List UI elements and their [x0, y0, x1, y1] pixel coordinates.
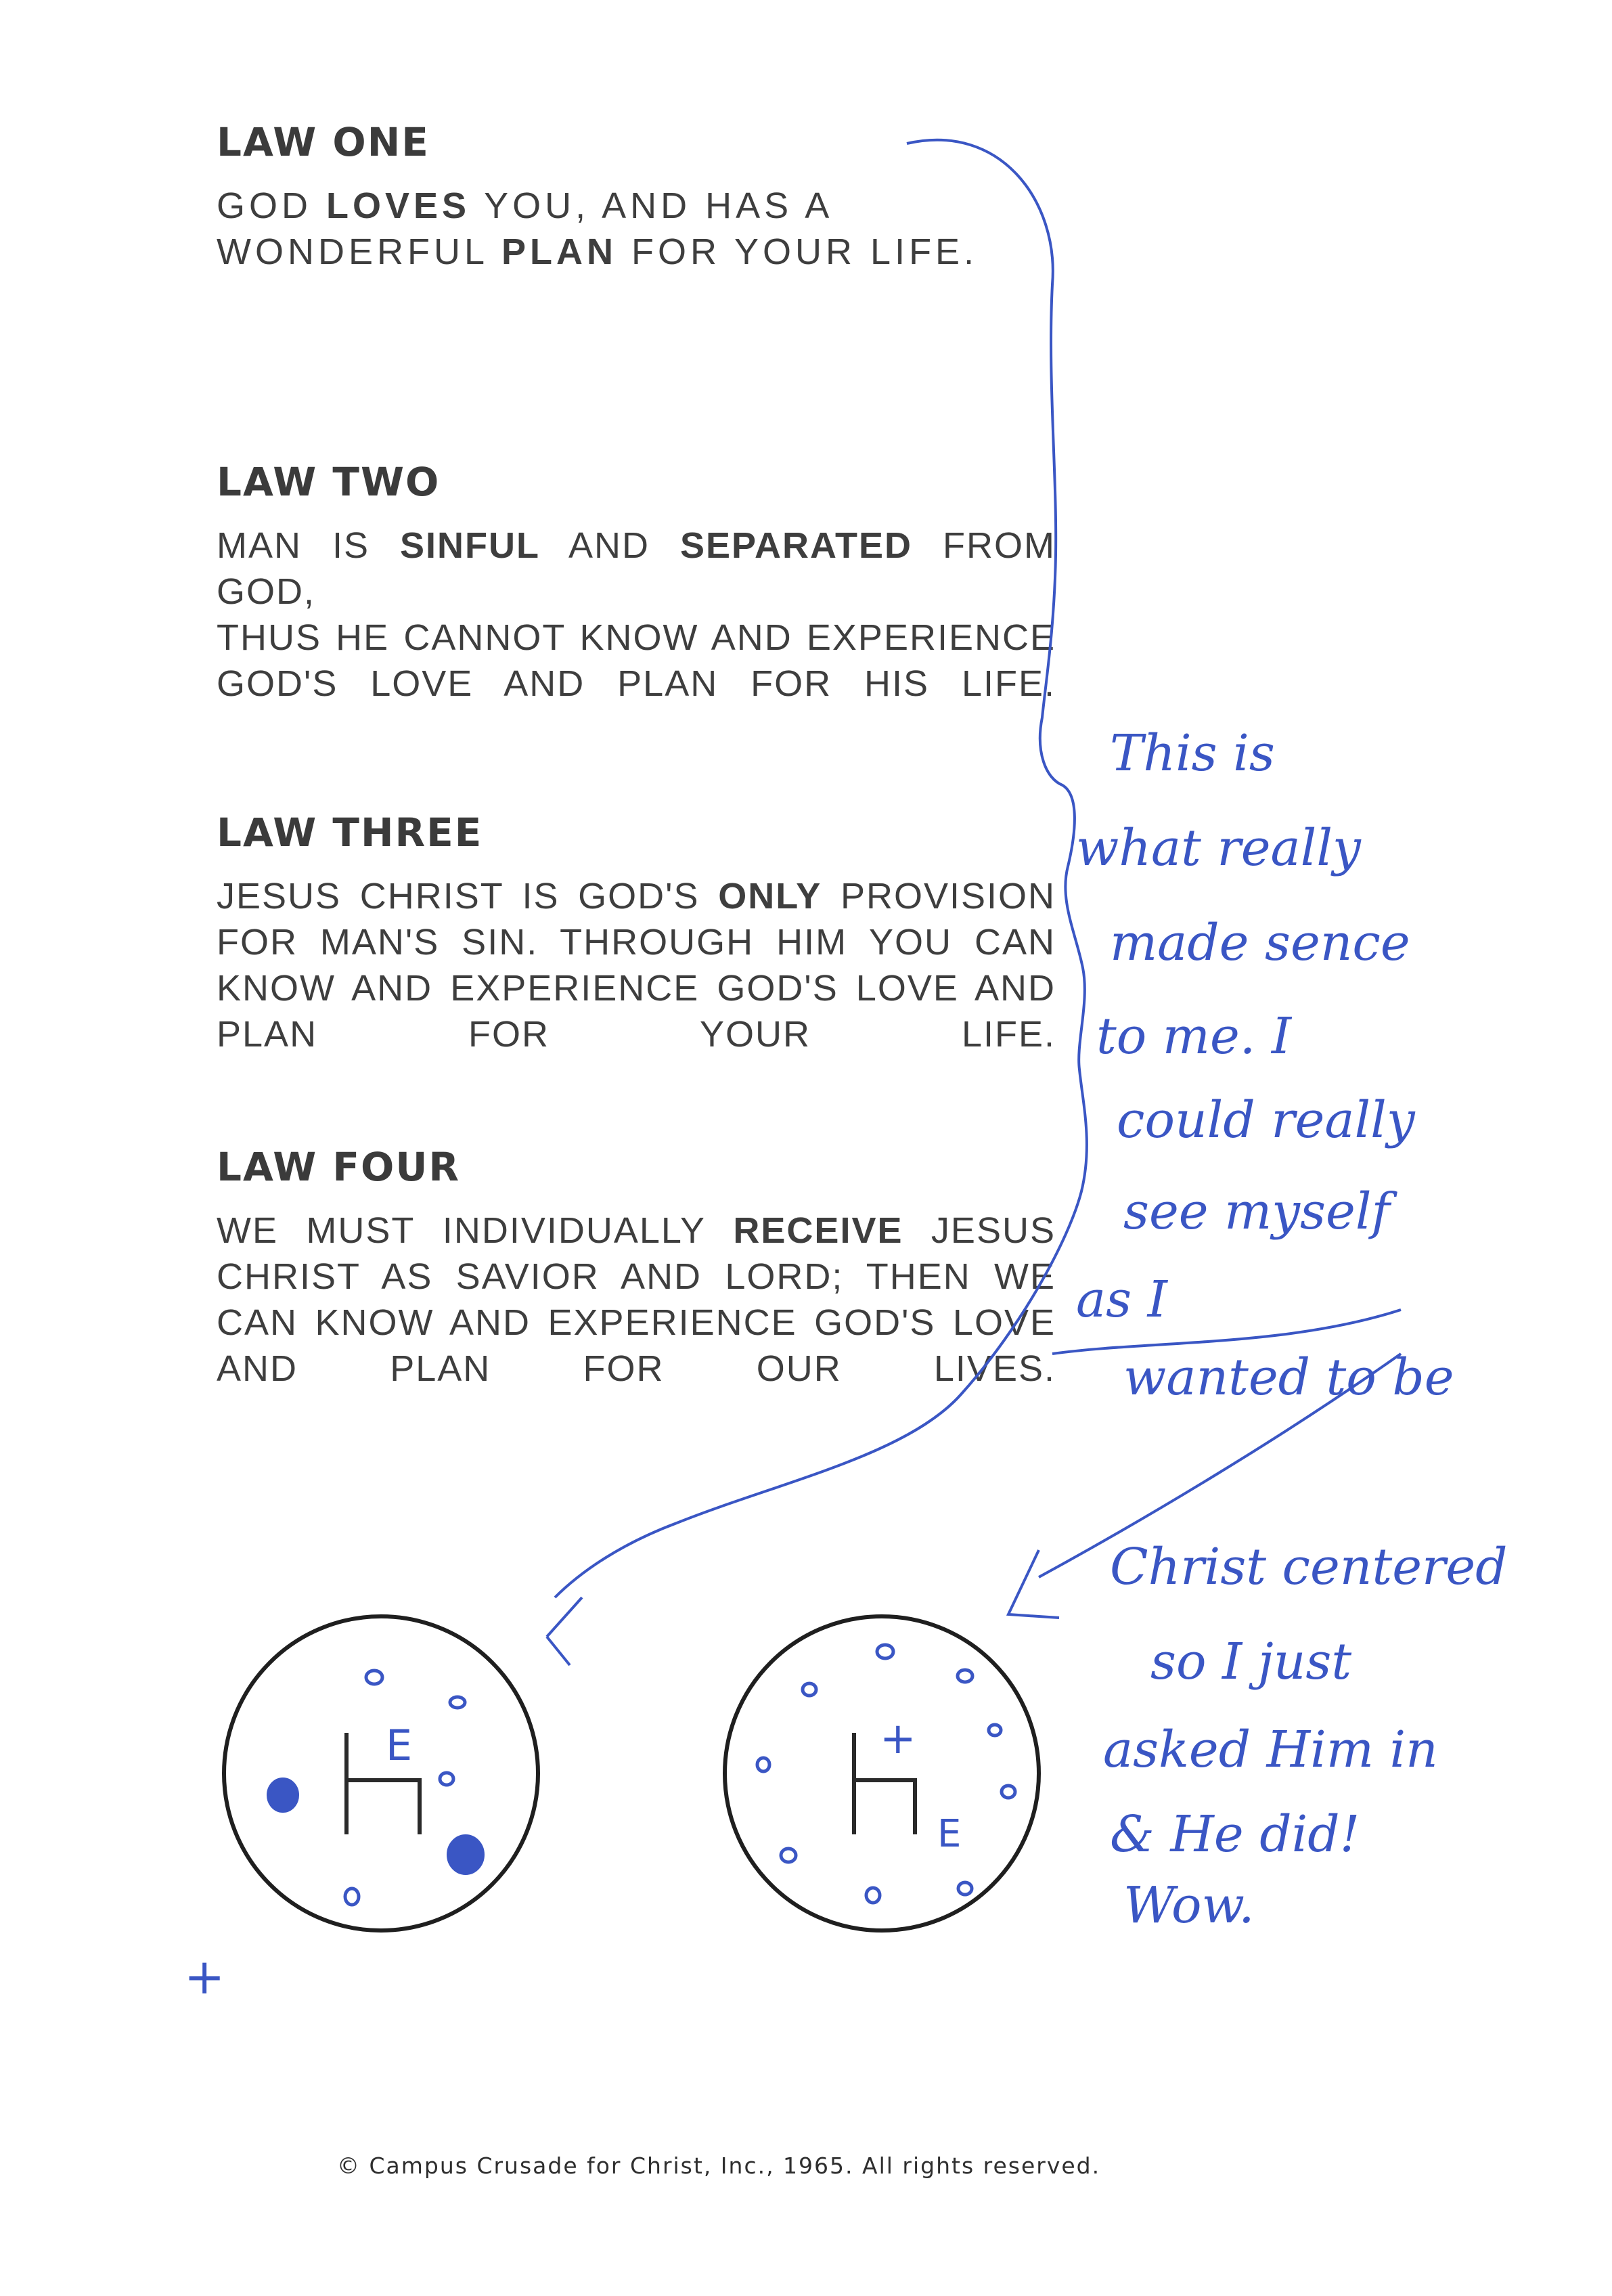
- note-one-line: as I: [1076, 1271, 1167, 1329]
- law-text-run: WONDERFUL: [217, 231, 501, 272]
- circle-self-directed: [224, 1616, 538, 1930]
- law-text-run: PROVISION: [822, 876, 1056, 917]
- arrow-head-left-circle: [547, 1597, 582, 1665]
- ink-dot: [781, 1849, 796, 1862]
- note-two-line: Wow.: [1123, 1876, 1255, 1935]
- law-text-run: MAN IS: [217, 525, 400, 566]
- emphasis-word: ONLY: [718, 876, 822, 917]
- emphasis-word: PLAN: [501, 231, 617, 272]
- ink-dot: [877, 1645, 893, 1658]
- ink-dot-heavy: [448, 1836, 483, 1874]
- handwritten-note-two: [1103, 1538, 1508, 1935]
- note-one-line: could really: [1117, 1091, 1415, 1149]
- ink-dot: [958, 1882, 972, 1895]
- circle-outline: [725, 1616, 1039, 1930]
- note-two-line: asked Him in: [1103, 1721, 1438, 1779]
- note-one-line: This is: [1110, 724, 1275, 782]
- law-four-title: LAW FOUR: [217, 1144, 461, 1190]
- note-two-line: Christ centered: [1110, 1538, 1508, 1596]
- law-text-run: GOD'S LOVE AND PLAN FOR HIS LIFE.: [217, 663, 1056, 704]
- law-text-run: CHRIST AS SAVIOR AND LORD; THEN WE: [217, 1256, 1056, 1297]
- cross-mark: +: [880, 1714, 916, 1764]
- ink-dot: [1002, 1786, 1015, 1798]
- note-two-line: so I just: [1150, 1633, 1352, 1691]
- self-letter-e: E: [386, 1721, 413, 1770]
- law-text-run: WE MUST INDIVIDUALLY: [217, 1210, 734, 1251]
- law-three-title: LAW THREE: [217, 810, 483, 856]
- law-text-run: THUS HE CANNOT KNOW AND EXPERIENCE: [217, 617, 1056, 658]
- circle-outline: [224, 1616, 538, 1930]
- ink-dot: [450, 1697, 465, 1708]
- law-one-title: LAW ONE: [217, 119, 430, 165]
- law-text-run: FOR YOUR LIFE.: [617, 231, 979, 272]
- circle-christ-directed: [725, 1616, 1039, 1930]
- note-one-line: to me. I: [1096, 1007, 1292, 1065]
- law-text-run: CAN KNOW AND EXPERIENCE GOD'S LOVE: [217, 1302, 1056, 1343]
- ink-dot: [757, 1758, 769, 1771]
- copyright-footer: © Campus Crusade for Christ, Inc., 1965. All rights reserved.: [337, 2152, 1101, 2179]
- note-one-line: see myself: [1123, 1183, 1390, 1241]
- law-text-run: FOR MAN'S SIN. THROUGH HIM YOU CAN: [217, 922, 1056, 963]
- ink-dot: [989, 1725, 1001, 1736]
- emphasis-word: SEPARATED: [680, 525, 913, 566]
- law-text-run: JESUS CHRIST IS GOD'S: [217, 876, 719, 917]
- note-one-line: wanted to be: [1123, 1348, 1454, 1407]
- note-one-line: made sence: [1110, 914, 1410, 972]
- emphasis-word: SINFUL: [400, 525, 540, 566]
- note-two-line: & He did!: [1110, 1805, 1360, 1863]
- ink-dot: [958, 1670, 972, 1682]
- law-text-run: PLAN FOR YOUR LIFE.: [217, 1014, 1056, 1055]
- law-text-run: AND PLAN FOR OUR LIVES.: [217, 1348, 1056, 1389]
- emphasis-word: LOVES: [326, 185, 471, 226]
- law-text-run: KNOW AND EXPERIENCE GOD'S LOVE AND: [217, 968, 1056, 1009]
- law-text-run: YOU, AND HAS A: [470, 185, 834, 226]
- note-one-line: what really: [1076, 819, 1361, 877]
- margin-cross-mark: +: [184, 1948, 225, 2005]
- self-letter-e: E: [937, 1812, 962, 1856]
- ink-dot-heavy: [268, 1779, 298, 1811]
- law-text-run: GOD: [217, 185, 327, 226]
- law-two-title: LAW TWO: [217, 459, 441, 505]
- ink-dot: [803, 1683, 816, 1696]
- ink-dot: [440, 1773, 453, 1785]
- ink-dot: [366, 1671, 382, 1684]
- handwritten-note-one: [1076, 724, 1454, 1407]
- ink-dot: [866, 1888, 880, 1903]
- arrow-head-note-two: [1008, 1550, 1059, 1618]
- emphasis-word: RECEIVE: [733, 1210, 903, 1251]
- law-text-run: JESUS: [903, 1210, 1056, 1251]
- bracket-arrow-line: [555, 140, 1087, 1597]
- law-text-run: AND: [540, 525, 681, 566]
- law-text-run: FROM GOD,: [217, 525, 1056, 612]
- ink-dot: [345, 1889, 359, 1905]
